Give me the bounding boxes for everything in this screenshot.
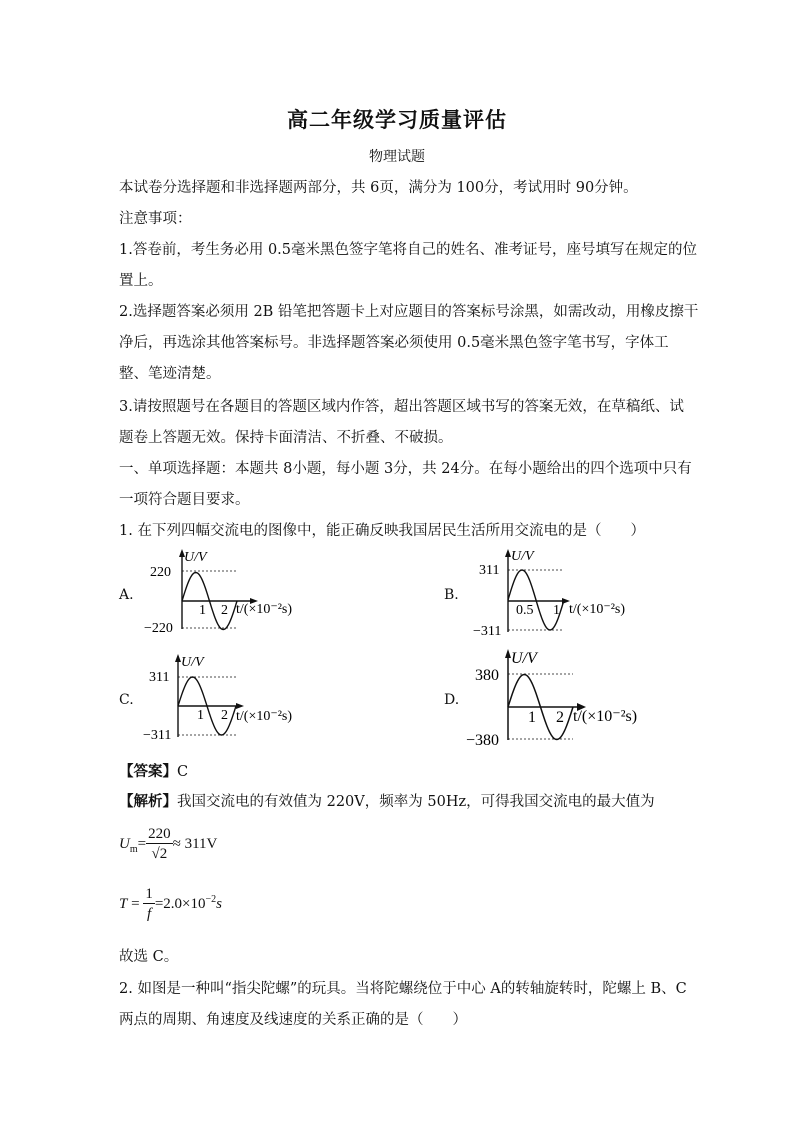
option-d-letter: D. [444,692,460,708]
sine-wave [508,570,564,630]
note-3: 3.请按照题号在各题目的答题区域内作答，超出答题区域书写的答案无效，在草稿纸、试 [119,399,684,415]
y-axis-label: U/V [511,549,534,564]
option-d-graph [462,646,672,746]
formula-t: T [119,895,128,912]
question-2-stem-cont: 两点的周期、角速度及线速度的关系正确的是（ ） [119,1012,467,1028]
peak-label: 311 [149,670,170,685]
formula-fraction [146,825,173,864]
formula-result: ≈ 311V [172,835,218,852]
x-axis-label: t/(×10⁻²s) [569,602,626,617]
notes-heading: 注意事项： [119,211,192,227]
y-axis-label: U/V [181,655,204,670]
tick-1: 1 [528,709,536,726]
formula-eq: = [127,895,144,912]
option-a-letter: A. [119,587,134,603]
fraction-denominator: f [146,906,152,922]
formula-period [119,885,222,924]
formula-u: U [119,835,130,852]
answer-value: C [177,764,189,780]
question-1-stem: 1. 在下列四幅交流电的图像中，能正确反映我国居民生活所用交流电的是（ ） [119,523,645,539]
exam-title: 高二年级学习质量评估 [287,107,507,132]
tick-2: 2 [221,708,228,723]
x-axis-label: t/(×10⁻²s) [236,602,293,617]
fraction-numerator: 1 [145,886,153,902]
fraction-denominator: √2 [151,846,168,862]
formula-fraction [143,885,155,924]
option-c-graph [140,651,330,743]
x-axis-label: t/(×10⁻²s) [573,708,638,725]
trough-label: −380 [466,732,500,746]
tick-1: 1 [199,603,206,618]
formula-eq: = [137,835,147,852]
note-2-cont2: 整、笔迹清楚。 [119,366,221,382]
peak-label: 311 [479,563,500,578]
analysis-tag: 【解析】 [119,793,177,810]
option-b-letter: B. [444,587,459,603]
option-b-graph [470,546,660,638]
answer-tag: 【答案】 [119,763,177,780]
note-2: 2.选择题答案必须用 2B 铅笔把答题卡上对应题目的答案标号涂黑，如需改动，用橡皮擦干 [119,304,699,320]
option-a-graph [140,546,330,638]
section-heading-cont: 一项符合题目要求。 [119,492,250,508]
analysis-line [119,790,655,811]
peak-label: 220 [150,565,171,580]
option-c-letter: C. [119,692,134,708]
y-axis-label: U/V [511,650,537,667]
trough-label: −311 [143,728,172,743]
intro-line: 本试卷分选择题和非选择题两部分，共 6页，满分为 100分，考试用时 90分钟。 [119,180,638,196]
peak-label: 380 [475,667,499,684]
section-heading: 一、单项选择题：本题共 8小题，每小题 3分，共 24分。在每小题给出的四个选项中只有 [119,461,692,477]
fraction-numerator: 220 [148,826,171,842]
formula-unit: s [216,895,222,912]
y-axis-label: U/V [184,550,207,565]
formula-exponent: −2 [205,893,217,905]
formula-result: =2.0×10 [154,895,206,912]
tick-2: 2 [221,603,228,618]
note-3-cont: 题卷上答题无效。保持卡面清洁、不折叠、不破损。 [119,430,453,446]
analysis-text: 我国交流电的有效值为 220V，频率为 50Hz，可得我国交流电的最大值为 [177,794,655,810]
trough-label: −311 [473,624,502,638]
exam-subtitle: 物理试题 [369,149,425,165]
note-2-cont: 净后，再选涂其他答案标号。非选择题答案必须使用 0.5毫米黑色签字笔书写，字体工 [119,335,669,351]
conclusion-line: 故选 C。 [119,949,179,965]
x-axis-label: t/(×10⁻²s) [236,709,293,724]
note-1: 1.答卷前，考生务必用 0.5毫米黑色签字笔将自己的姓名、准考证号，座号填写在规定的位 [119,242,697,258]
tick-1: 1 [553,603,560,618]
formula-u-sub: m [129,843,138,855]
tick-1: 1 [197,708,204,723]
answer-line [119,760,188,781]
tick-05: 0.5 [516,603,534,618]
trough-label: −220 [144,621,173,636]
formula-max-voltage [119,825,217,864]
tick-2: 2 [556,709,564,726]
note-1-cont: 置上。 [119,273,163,289]
question-2-stem: 2. 如图是一种叫“指尖陀螺”的玩具。当将陀螺绕位于中心 A的转轴旋转时，陀螺上 B、C [119,981,687,997]
